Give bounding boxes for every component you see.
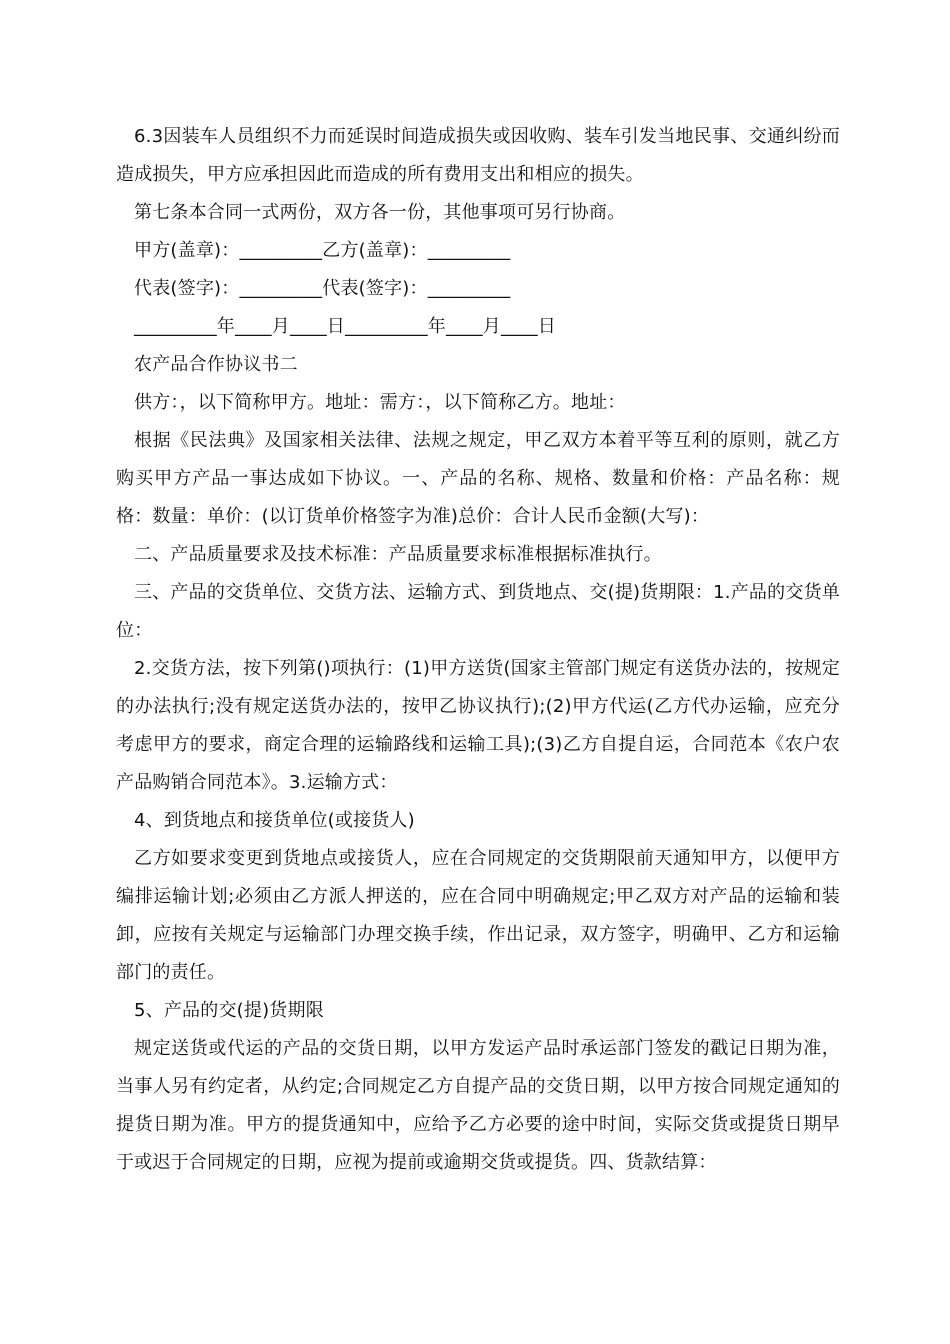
delivery-method-paragraph: 2.交货方法，按下列第()项执行：(1)甲方送货(国家主管部门规定有送货办法的，按规定的办法执行;没有规定送货办法的，按甲乙协议执行);(2)甲方代运(乙方代办运输，应充分考虑甲方的要求，商定合理的运输路线和运输工具);(3)乙方自提自运，合同范本《农户农产品购销合同范本》。3.运输方式： <box>116 658 840 793</box>
delivery-term-heading: 5、产品的交(提)货期限 <box>134 1000 324 1021</box>
clause-6-3-paragraph: 6.3因装车人员组织不力而延误时间造成损失或因收购、装车引发当地民事、交通纠纷而造成损失，甲方应承担因此而造成的所有费用支出和相应的损失。 <box>116 126 840 185</box>
parties-paragraph: 供方：，以下简称甲方。地址：需方：，以下简称乙方。地址： <box>134 392 626 413</box>
article-7-paragraph: 第七条本合同一式两份，双方各一份，其他事项可另行协商。 <box>134 202 626 223</box>
basis-paragraph: 根据《民法典》及国家相关法律、法规之规定，甲乙双方本着平等互利的原则，就乙方购买甲方产品一事达成如下协议。一、产品的名称、规格、数量和价格：产品名称：规格：数量：单价：(以订货单价格签字为准)总价：合计人民币金额(大写)： <box>116 430 840 527</box>
delivery-location-heading: 4、到货地点和接货单位(或接货人) <box>134 810 415 831</box>
section-title: 农产品合作协议书二 <box>134 354 298 375</box>
quality-paragraph: 二、产品质量要求及技术标准：产品质量要求标准根据标准执行。 <box>134 544 662 565</box>
seal-line: 甲方(盖章)：_________乙方(盖章)：_________ <box>134 240 511 261</box>
signature-line: 代表(签字)：_________代表(签字)：_________ <box>134 278 511 299</box>
date-line: _________年____月____日_________年____月____日 <box>134 316 556 337</box>
delivery-date-paragraph: 规定送货或代运的产品的交货日期，以甲方发运产品时承运部门签发的戳记日期为准，当事人另有约定者，从约定;合同规定乙方自提产品的交货日期，以甲方按合同规定通知的提货日期为准。甲方的提货通知中，应给予乙方必要的途中时间，实际交货或提货日期早于或迟于合同规定的日期，应视为提前或逾期交货或提货。四、货款结算： <box>116 1038 840 1173</box>
change-notice-paragraph: 乙方如要求变更到货地点或接货人，应在合同规定的交货期限前天通知甲方，以便甲方编排运输计划;必须由乙方派人押送的，应在合同中明确规定;甲乙双方对产品的运输和装卸，应按有关规定与运输部门办理交换手续，作出记录，双方签字，明确甲、乙方和运输部门的责任。 <box>116 848 840 983</box>
document-body <box>116 118 840 1182</box>
delivery-unit-paragraph: 三、产品的交货单位、交货方法、运输方式、到货地点、交(提)货期限：1.产品的交货单位： <box>116 582 840 641</box>
